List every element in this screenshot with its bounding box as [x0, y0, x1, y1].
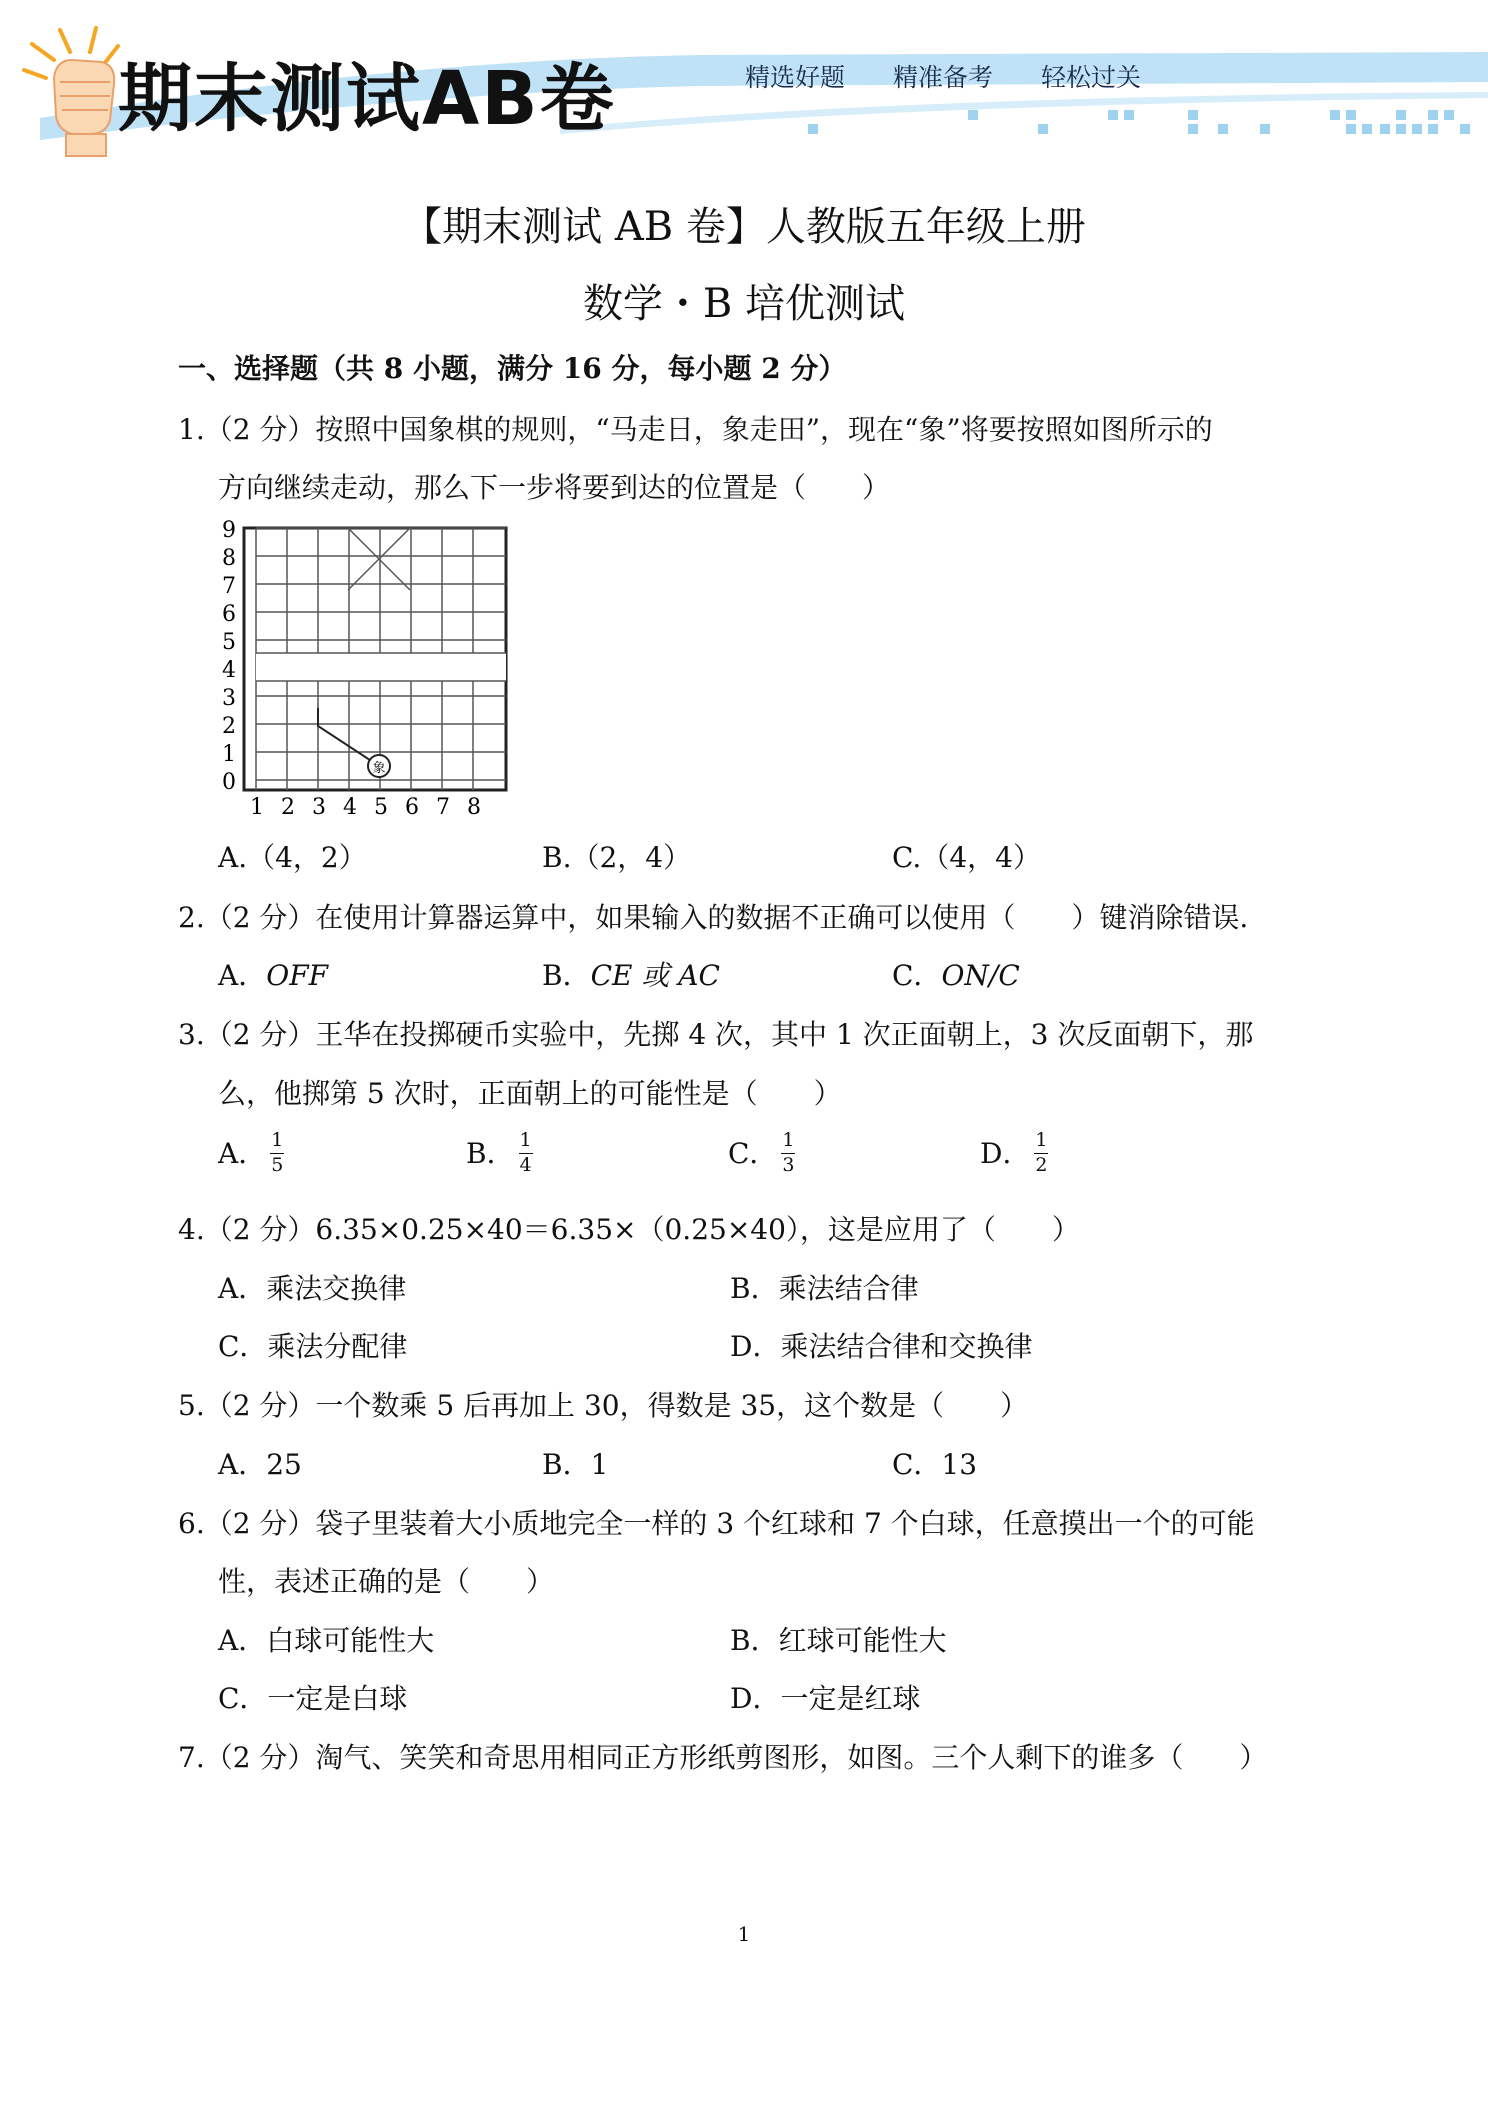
q2-line1: 2.（2 分）在使用计算器运算中，如果输入的数据不正确可以使用（ ）键消除错误.: [178, 901, 1249, 934]
board-y-label: 0: [222, 770, 236, 795]
q3-option-b[interactable]: [466, 1129, 533, 1178]
header-banner: [0, 0, 1488, 160]
q4-line1: 4.（2 分）6.35×0.25×40＝6.35×（0.25×40），这是应用了（ ）: [178, 1213, 1080, 1246]
q6-line2: 性，表述正确的是（ ）: [218, 1565, 555, 1598]
q4-option-a[interactable]: A．乘法交换律: [218, 1272, 407, 1305]
q1-line1: 1.（2 分）按照中国象棋的规则，“马走日，象走田”，现在“象”将要按照如图所示的: [178, 413, 1213, 446]
q1-option-c[interactable]: C.（4，4）: [892, 841, 1041, 874]
q7-line1: 7.（2 分）淘气、笑笑和奇思用相同正方形纸剪图形，如图。三个人剩下的谁多（ ）: [178, 1741, 1268, 1774]
q5-line1: 5.（2 分）一个数乘 5 后再加上 30，得数是 35，这个数是（ ）: [178, 1389, 1029, 1422]
board-y-label: 4: [222, 658, 236, 683]
board-y-label: 5: [222, 630, 236, 655]
board-x-label: 5: [374, 795, 388, 818]
q3-line1: 3.（2 分）王华在投掷硬币实验中，先掷 4 次，其中 1 次正面朝上，3 次反面朝下，那: [178, 1018, 1254, 1051]
q4-option-b[interactable]: B．乘法结合律: [730, 1272, 919, 1305]
board-y-label: 2: [222, 714, 236, 739]
doc-title-line1: 【期末测试 AB 卷】人教版五年级上册: [402, 204, 1086, 250]
board-x-label: 8: [467, 795, 481, 818]
q1-option-b[interactable]: B.（2，4）: [542, 841, 692, 874]
q3-option-d[interactable]: [980, 1129, 1048, 1178]
slogan-3: 轻松过关: [1040, 63, 1141, 92]
board-y-label: 9: [222, 518, 236, 543]
board-x-label: 1: [250, 795, 264, 818]
board-y-label: 7: [222, 574, 236, 599]
q6-option-b[interactable]: B．红球可能性大: [730, 1624, 947, 1657]
q3-option-b-numerator: 1: [519, 1129, 532, 1152]
q3-option-c-fraction: [781, 1131, 795, 1176]
board-x-label: 4: [343, 795, 357, 818]
q6-option-d[interactable]: D．一定是红球: [730, 1682, 921, 1715]
board-y-label: 8: [222, 546, 236, 571]
q3-option-a-denominator: 5: [271, 1154, 284, 1176]
q5-option-c[interactable]: C．13: [892, 1448, 978, 1481]
q3-option-c[interactable]: [728, 1129, 795, 1178]
q4-option-d[interactable]: D．乘法结合律和交换律: [730, 1330, 1033, 1363]
q3-option-c-numerator: 1: [782, 1129, 795, 1152]
q3-option-a[interactable]: [218, 1129, 284, 1178]
slogan-2: 精准备考: [892, 63, 993, 92]
banner-slogans: [745, 58, 1167, 94]
q6-line1: 6.（2 分）袋子里装着大小质地完全一样的 3 个红球和 7 个白球，任意摸出一个的可能: [178, 1507, 1255, 1540]
q4-option-c[interactable]: C．乘法分配律: [218, 1330, 408, 1363]
q2-option-a[interactable]: [218, 954, 328, 994]
doc-title-line2: 数学・B 培优测试: [582, 281, 906, 327]
q3-option-a-fraction: [270, 1131, 284, 1176]
q3-option-c-denominator: 3: [782, 1154, 795, 1176]
q2-option-c-text: ON/C: [941, 959, 1020, 992]
q3-option-b-fraction: [519, 1131, 533, 1176]
q6-option-c[interactable]: C．一定是白球: [218, 1682, 408, 1715]
elephant-piece-label: 象: [372, 761, 386, 776]
q2-option-b[interactable]: [542, 954, 720, 994]
q2-option-b-text: CE 或 AC: [590, 959, 720, 992]
board-x-label: 7: [436, 795, 450, 818]
q1-line2: 方向继续走动，那么下一步将要到达的位置是（ ）: [218, 471, 891, 504]
board-x-label: 2: [281, 795, 295, 818]
q3-option-c-prefix: C．: [728, 1137, 778, 1170]
slogan-1: 精选好题: [745, 63, 846, 92]
q3-option-d-denominator: 2: [1035, 1154, 1048, 1176]
q3-option-a-prefix: A．: [218, 1137, 267, 1170]
q3-option-d-numerator: 1: [1035, 1129, 1048, 1152]
q2-option-b-prefix: B．: [542, 959, 591, 992]
q3-option-a-numerator: 1: [271, 1129, 284, 1152]
board-x-label: 3: [312, 795, 326, 818]
q2-option-a-text: OFF: [266, 959, 329, 992]
q2-option-a-prefix: A．: [218, 959, 267, 992]
board-y-label: 1: [222, 742, 236, 767]
q5-option-a[interactable]: A．25: [218, 1448, 302, 1481]
board-x-label: 6: [405, 795, 419, 818]
q1-option-a[interactable]: A.（4，2）: [218, 841, 367, 874]
q5-option-b[interactable]: B．1: [542, 1448, 609, 1481]
q3-option-b-denominator: 4: [519, 1154, 532, 1176]
q2-option-c-prefix: C．: [892, 959, 942, 992]
chess-board-figure: [218, 518, 518, 818]
q3-option-b-prefix: B．: [466, 1137, 515, 1170]
q3-option-d-fraction: [1034, 1131, 1048, 1176]
q3-line2: 么，他掷第 5 次时，正面朝上的可能性是（ ）: [218, 1077, 842, 1110]
board-y-label: 6: [222, 602, 236, 627]
page-number: 1: [737, 1922, 751, 1946]
fist-icon: [10, 0, 130, 160]
banner-title: 期末测试AB卷: [118, 56, 616, 142]
section-heading: 一、选择题（共 8 小题，满分 16 分，每小题 2 分）: [178, 352, 847, 385]
board-y-label: 3: [222, 686, 236, 711]
q2-option-c[interactable]: [892, 954, 1020, 994]
q3-option-d-prefix: D．: [980, 1137, 1031, 1170]
q6-option-a[interactable]: A．白球可能性大: [218, 1624, 435, 1657]
